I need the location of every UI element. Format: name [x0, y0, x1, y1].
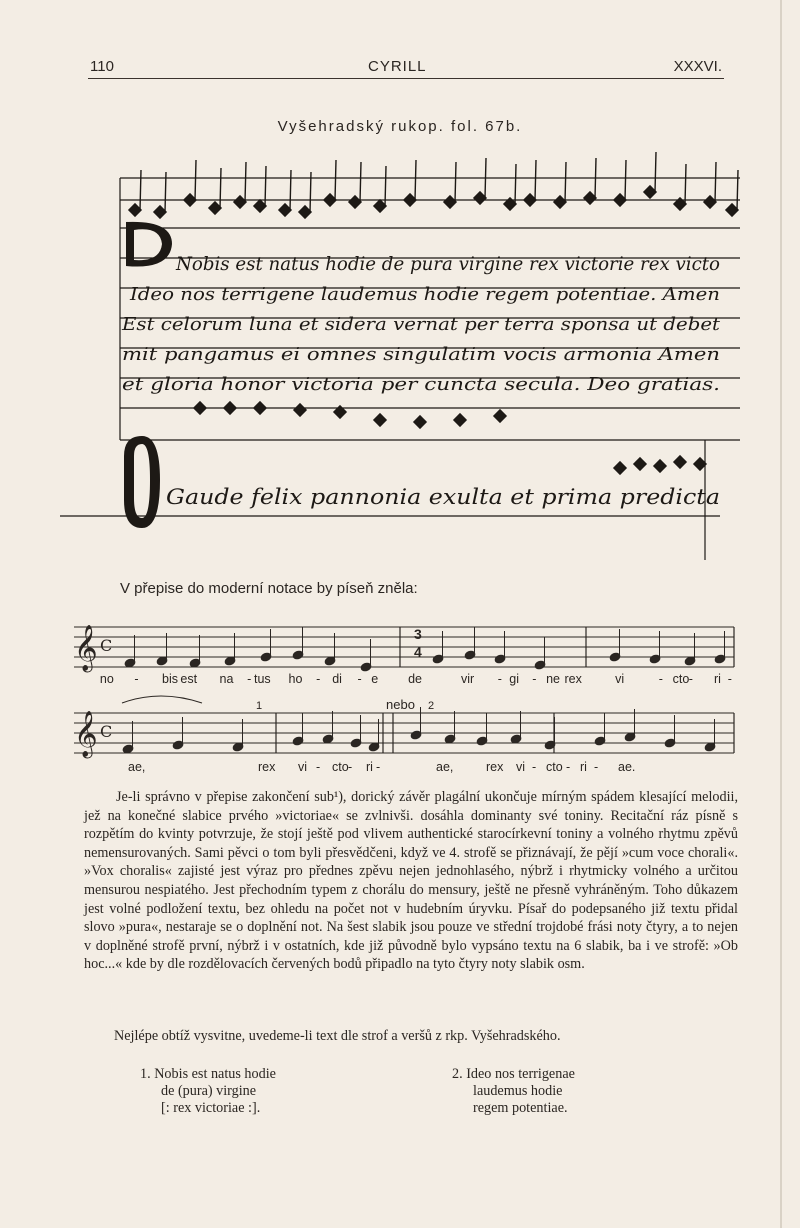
common-time-icon: C: [100, 722, 113, 741]
neume-note: [223, 401, 237, 415]
neume-note: [453, 413, 467, 427]
lyric-syllable: -: [532, 672, 537, 686]
neume-stem: [290, 170, 291, 210]
lyric-syllable: rex: [258, 760, 276, 774]
body-paragraph: [84, 788, 738, 974]
lyric-syllable: cto: [332, 760, 349, 774]
lyric-syllable: cto: [672, 672, 690, 686]
manuscript-caption: Vyšehradský rukop. fol. 67b.: [277, 118, 523, 135]
page-number: 110: [90, 58, 114, 75]
lyric-syllable: di: [332, 672, 342, 686]
lyric-syllable: no: [99, 672, 114, 686]
lyric-syllable: -: [316, 672, 321, 686]
neume-stem: [360, 162, 361, 202]
stanza-number: 2.: [452, 1066, 463, 1082]
time-signature-bottom: 4: [414, 644, 422, 660]
facsimile-svg: [60, 140, 740, 560]
slur: [122, 696, 202, 703]
stanza-number: 1.: [140, 1066, 151, 1082]
paragraph-text: Je-li správno v přepise zakončení sub¹), dorický závěr plagální ukončuje mírným spádem klesající melodii, jež na konečné slabice prvého »victoriae« se zvlnivši. dosáhla dominanty své toniny. Recitační ráz písně s rozpětím do kvinty potvrzuje, že stojí ještě pod vlivem authentické starocírkevní toniny a volného rhytmu zpěvů nemensurovaných. Sami pěvci o tom byli přesvědčeni, když ve 4. strofě se přiznávají, že pějí »cum voce chorali«. »Vox choralis« zajisté jest výraz pro přednes zpěvu nejen jednohlasého, nýbrž i rhytmicky volného a určitou mensurou nespiatého. Jest přechodním typem z chorálu do mensury, ještě ne přesně vyhráněným. Toho důkazem jest volné podložení textu, bez ohledu na počet not v hudebním úryvku. Písař do podepsaného již textu přidal slovo »pura«, nestaraje se o doplnění not. Na šest slabik jsou pouze ve střední trojdobé frási noty čtyry, a to nejen v doplněné strofě první, nýbrž i v ostatních, kde již původně bylo vypsáno textu na 6 slabik, ba i ve strofě: »Ob hoc...« kde by dle rozdělovacích červených bodů připadlo na tyto čtyry noty slabik osm.: [84, 789, 738, 973]
stanza-text: Nobis est natus hodie: [154, 1066, 276, 1082]
lyric-syllable: -: [594, 760, 599, 774]
time-signature-top: 3: [414, 626, 422, 642]
stanza-line: [140, 1066, 276, 1083]
lyric-syllable: ne: [546, 672, 561, 686]
stanza-2: [452, 1066, 575, 1117]
neume-stem: [595, 158, 596, 198]
neume-note: [673, 455, 687, 469]
lyric-syllable: de: [408, 672, 423, 686]
neume-stem: [165, 172, 166, 212]
lyric-syllable: -: [727, 672, 732, 686]
lyric-syllable: rex: [564, 672, 582, 686]
lyric-syllable: -: [247, 672, 252, 686]
lyric-syllable: -: [348, 760, 353, 774]
lyric-syllable: gi: [509, 672, 520, 686]
neume-stem: [310, 172, 311, 212]
lyric-syllable: -: [532, 760, 537, 774]
stanza-line: [452, 1066, 575, 1083]
lyric-syllable: ae.: [618, 760, 636, 774]
ending-one: 1: [256, 700, 263, 712]
stanza-1: [140, 1066, 276, 1117]
neume-stem: [265, 166, 266, 206]
stanza-line: laudemus hodie: [473, 1083, 563, 1099]
stanza-intro: Nejlépe obtíž vysvitne, uvedeme-li text dle strof a veršů z rkp. Vyšehradského.: [114, 1028, 561, 1044]
neume-stem: [415, 160, 416, 200]
lyric-syllable: -: [658, 672, 663, 686]
chapter-number: XXXVI.: [673, 58, 722, 75]
neume-stem: [220, 168, 221, 208]
lyric-syllable: rex: [486, 760, 504, 774]
neume-note: [253, 401, 267, 415]
lyric-syllable: -: [357, 672, 362, 686]
neume-note: [653, 459, 667, 473]
lyric-syllable: -: [376, 760, 381, 774]
stanza-line: [: rex victoriae :].: [161, 1100, 261, 1116]
neume-stem: [715, 162, 716, 202]
neume-stem: [737, 170, 738, 210]
neume-stem: [245, 162, 246, 202]
treble-clef-icon: 𝄞: [74, 711, 98, 757]
running-title: CYRILL: [368, 58, 427, 75]
lyric-syllable: vi: [516, 760, 526, 774]
neume-note: [293, 403, 307, 417]
lyric-syllable: ae,: [128, 760, 146, 774]
stanza-line: de (pura) virgine: [161, 1083, 257, 1099]
manuscript-line: Ideo nos terrigene laudemus hodie regem potentiae. Amen: [128, 284, 720, 305]
neume-stem: [335, 160, 336, 200]
transcription-intro: V přepise do moderní notace by píseň zněla:: [120, 580, 418, 597]
manuscript-facsimile: [60, 140, 740, 560]
neume-stem: [195, 160, 196, 200]
initial-g: [124, 436, 160, 528]
modern-notation: [70, 605, 740, 780]
common-time-icon: C: [100, 636, 113, 655]
manuscript-line: mit pangamus ei omnes singulatim vocis armonia Amen: [122, 344, 720, 365]
neume-stem: [515, 164, 516, 204]
score-svg: [70, 605, 740, 780]
running-header: [88, 56, 724, 79]
lyric-syllable: -: [497, 672, 502, 686]
neume-stem: [565, 162, 566, 202]
lyric-syllable: ri: [366, 760, 373, 774]
ending-two: 2: [428, 700, 435, 712]
lyric-syllable: tus: [254, 672, 271, 686]
manuscript-line: Nobis est natus hodie de pura virgine rex victorie rex victo: [175, 253, 721, 275]
page-edge: [780, 0, 782, 1228]
manuscript-line: Est celorum luna et sidera vernat per terra sponsa ut debet: [120, 314, 721, 335]
lyric-syllable: -: [566, 760, 571, 774]
neume-note: [613, 461, 627, 475]
neume-note: [493, 409, 507, 423]
manuscript-line: Gaude felix pannonia exulta et prima predicta: [166, 485, 720, 509]
treble-clef-icon: 𝄞: [74, 625, 98, 671]
neume-stem: [655, 152, 656, 192]
neume-note: [193, 401, 207, 415]
lyric-syllable: vi: [615, 672, 625, 686]
neume-note: [633, 457, 647, 471]
neume-stem: [455, 162, 456, 202]
lyric-syllable: ri: [714, 672, 721, 686]
lyric-syllable: est: [180, 672, 198, 686]
lyric-syllable: bis: [162, 672, 178, 686]
neume-stem: [385, 166, 386, 206]
neume-stem: [625, 160, 626, 200]
neume-stem: [140, 170, 141, 210]
lyric-syllable: -: [688, 672, 693, 686]
lyric-syllable: na: [219, 672, 234, 686]
variant-label: nebo: [386, 697, 415, 712]
stanza-text: Ideo nos terrigenae: [466, 1066, 575, 1082]
manuscript-line: et gloria honor victoria per cuncta secula. Deo gratias.: [122, 374, 720, 395]
neume-stem: [535, 160, 536, 200]
neume-note: [333, 405, 347, 419]
lyric-syllable: ae,: [436, 760, 454, 774]
lyric-syllable: ho: [288, 672, 303, 686]
neume-stem: [685, 164, 686, 204]
lyric-syllable: ri: [580, 760, 587, 774]
neume-note: [413, 415, 427, 429]
neume-stem: [485, 158, 486, 198]
lyric-syllable: e: [371, 672, 379, 686]
lyric-syllable: cto: [546, 760, 563, 774]
stanza-line: regem potentiae.: [473, 1100, 568, 1116]
lyric-syllable: -: [134, 672, 139, 686]
lyric-syllable: vi: [298, 760, 308, 774]
lyric-syllable: -: [316, 760, 321, 774]
neume-note: [373, 413, 387, 427]
lyric-syllable: vir: [461, 672, 475, 686]
